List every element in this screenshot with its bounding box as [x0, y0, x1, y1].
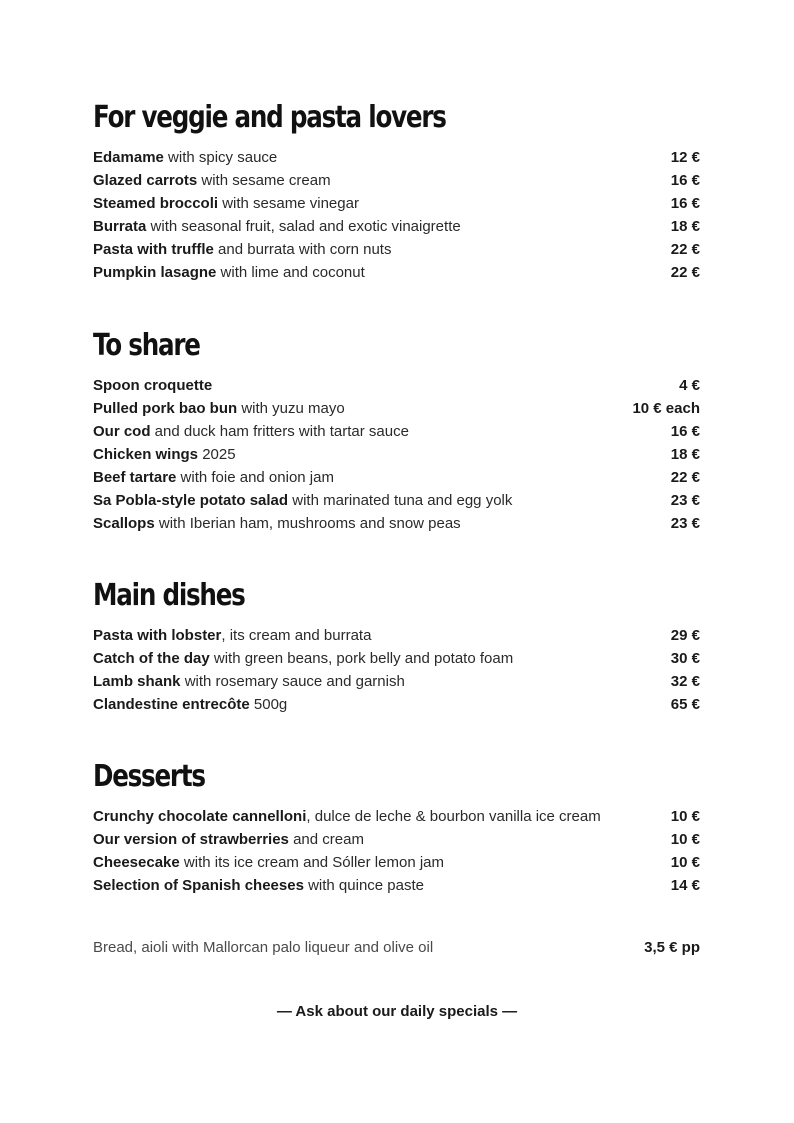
dish-name: Crunchy chocolate cannelloni [93, 808, 307, 825]
dish-name: Pumpkin lasagne [93, 264, 217, 281]
dish-name: Beef tartare [93, 469, 177, 486]
menu-item [93, 489, 700, 512]
menu-item [93, 420, 700, 443]
dish-name: Our cod [93, 423, 151, 440]
dish-name: Burrata [93, 218, 147, 235]
dish-price: 22 € [670, 264, 700, 281]
menu-item [93, 828, 700, 851]
menu-item [93, 397, 700, 420]
menu-list [93, 374, 700, 535]
dish-description: with sesame cream [197, 172, 331, 189]
dish-description: with yuzu mayo [237, 400, 345, 417]
dish-description: with sesame vinegar [218, 195, 359, 212]
section-title: For veggie and pasta lovers [93, 100, 446, 135]
section-to-share [93, 326, 700, 535]
dish-description: with lime and coconut [216, 264, 365, 281]
menu-item [93, 169, 700, 192]
menu-item [93, 512, 700, 535]
dish-price: 65 € [670, 696, 700, 713]
menu-item [93, 374, 700, 397]
dish-name: Catch of the day [93, 650, 210, 667]
dish-name: Chicken wings [93, 446, 199, 463]
menu-item [93, 851, 700, 874]
menu-item [93, 647, 700, 670]
menu-item [93, 624, 700, 647]
dish-price: 16 € [670, 172, 700, 189]
menu-item [93, 693, 700, 716]
dish-description: with rosemary sauce and garnish [180, 673, 405, 690]
section-title: To share [93, 328, 200, 363]
dish-name: Cheesecake [93, 854, 180, 871]
dish-name: Pasta with lobster [93, 627, 222, 644]
dish-description: with marinated tuna and egg yolk [288, 492, 513, 509]
menu-item [93, 874, 700, 897]
dish-description: , its cream and burrata [221, 627, 372, 644]
dish-price: 10 € [670, 831, 700, 848]
dish-name: Spoon croquette [93, 377, 213, 394]
dish-price: 10 € [670, 808, 700, 825]
dish-name: Pulled pork bao bun [93, 400, 238, 417]
dish-price: 23 € [670, 515, 700, 532]
dish-description: with Iberian ham, mushrooms and snow peas [154, 515, 461, 532]
dish-description: 500g [249, 696, 288, 713]
menu-item [93, 443, 700, 466]
dish-price: 22 € [670, 469, 700, 486]
bread-note [93, 936, 700, 959]
dish-description: and cream [288, 831, 364, 848]
dish-description: with green beans, pork belly and potato foam [209, 650, 514, 667]
dish-name: Sa Pobla-style potato salad [93, 492, 289, 509]
dish-price: 14 € [670, 877, 700, 894]
dish-description: and duck ham fritters with tartar sauce [150, 423, 409, 440]
dish-name: Glazed carrots [93, 172, 198, 189]
dish-description: with seasonal fruit, salad and exotic vinaigrette [146, 218, 461, 235]
menu-item [93, 192, 700, 215]
section-veggie-pasta [93, 98, 700, 284]
dish-name: Clandestine entrecôte [93, 696, 250, 713]
bread-description: Bread, aioli with Mallorcan palo liqueur and olive oil [93, 939, 434, 956]
dish-price: 16 € [670, 423, 700, 440]
dish-name: Pasta with truffle [93, 241, 214, 258]
dish-name: Steamed broccoli [93, 195, 219, 212]
dish-price: 18 € [670, 446, 700, 463]
menu-item [93, 466, 700, 489]
section-title: Main dishes [93, 578, 245, 613]
dish-description: with foie and onion jam [176, 469, 334, 486]
dish-name: Selection of Spanish cheeses [93, 877, 304, 894]
dish-price: 10 € each [632, 400, 700, 417]
dish-description: with quince paste [303, 877, 424, 894]
dish-description: with spicy sauce [163, 149, 278, 166]
dish-price: 22 € [670, 241, 700, 258]
dish-name: Edamame [93, 149, 164, 166]
dish-name: Scallops [93, 515, 155, 532]
dish-price: 4 € [679, 377, 700, 394]
dish-price: 30 € [670, 650, 700, 667]
menu-list [93, 146, 700, 284]
dish-price: 12 € [670, 149, 700, 166]
section-title: Desserts [93, 759, 205, 794]
dish-price: 29 € [670, 627, 700, 644]
dish-price: 18 € [670, 218, 700, 235]
dish-name: Lamb shank [93, 673, 181, 690]
menu-item [93, 670, 700, 693]
dish-price: 23 € [670, 492, 700, 509]
dish-description: with its ice cream and Sóller lemon jam [179, 854, 444, 871]
dish-description: , dulce de leche & bourbon vanilla ice cream [306, 808, 601, 825]
menu-list [93, 624, 700, 716]
daily-specials-note: — Ask about our daily specials — [276, 1003, 518, 1020]
dish-price: 32 € [670, 673, 700, 690]
dish-description: 2025 [198, 446, 236, 463]
menu-item [93, 261, 700, 284]
menu-list [93, 805, 700, 897]
menu-item [93, 146, 700, 169]
bread-price: 3,5 € pp [644, 939, 700, 956]
dish-name: Our version of strawberries [93, 831, 289, 848]
dish-price: 10 € [670, 854, 700, 871]
dish-description: and burrata with corn nuts [213, 241, 392, 258]
dish-price: 16 € [670, 195, 700, 212]
menu-item [93, 238, 700, 261]
menu-item [93, 805, 700, 828]
section-desserts [93, 757, 700, 897]
section-main-dishes [93, 576, 700, 716]
menu-item [93, 215, 700, 238]
